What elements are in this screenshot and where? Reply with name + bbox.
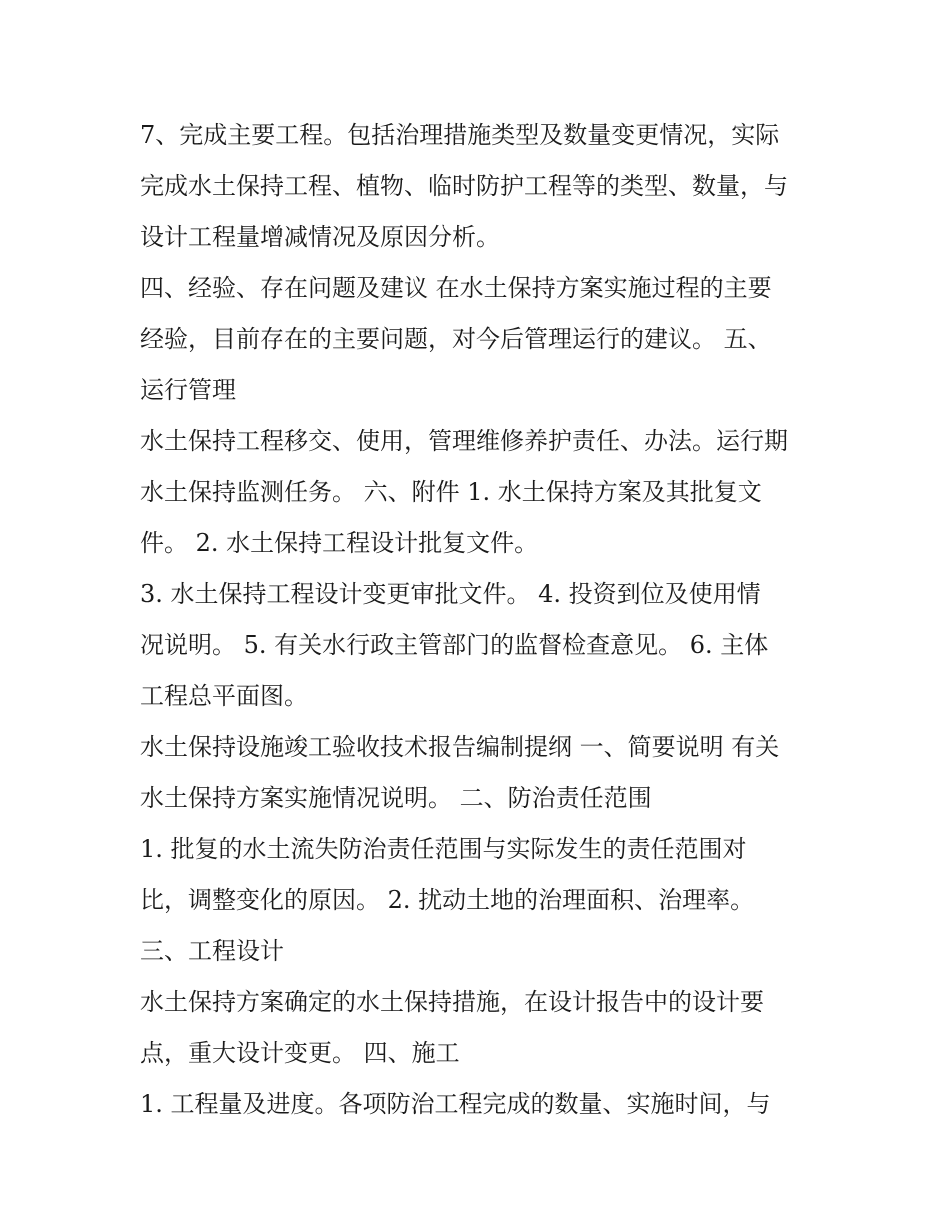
text-line: 水土保持工程移交、使用，管理维修养护责任、办法。运行期: [140, 427, 788, 455]
text-line: 7、完成主要工程。包括治理措施类型及数量变更情况，实际: [140, 121, 780, 149]
text-line: 点，重大设计变更。 四、施工: [140, 1039, 460, 1067]
document-body: [140, 110, 820, 1130]
text-line: 水土保持监测任务。 六、附件 1. 水土保持方案及其批复文: [140, 478, 762, 506]
text-line: 完成水土保持工程、植物、临时防护工程等的类型、数量，与: [140, 172, 788, 200]
text-line: 3. 水土保持工程设计变更审批文件。 4. 投资到位及使用情: [140, 580, 761, 608]
text-line: 水土保持设施竣工验收技术报告编制提纲 一、简要说明 有关: [140, 733, 780, 761]
text-line: 设计工程量增减情况及原因分析。: [140, 223, 500, 251]
text-line: 况说明。 5. 有关水行政主管部门的监督检查意见。 6. 主体: [140, 631, 769, 659]
text-line: 比，调整变化的原因。 2. 扰动土地的治理面积、治理率。: [140, 886, 755, 914]
text-line: 四、经验、存在问题及建议 在水土保持方案实施过程的主要: [140, 274, 772, 302]
text-line: 件。 2. 水土保持工程设计批复文件。: [140, 529, 539, 557]
text-line: 1. 工程量及进度。各项防治工程完成的数量、实施时间，与: [140, 1090, 771, 1118]
text-line: 水土保持方案确定的水土保持措施，在设计报告中的设计要: [140, 988, 764, 1016]
text-line: 三、工程设计: [140, 937, 284, 965]
text-line: 运行管理: [140, 376, 236, 404]
text-line: 经验，目前存在的主要问题，对今后管理运行的建议。 五、: [140, 325, 772, 353]
text-line: 1. 批复的水土流失防治责任范围与实际发生的责任范围对: [140, 835, 747, 863]
text-line: 工程总平面图。: [140, 682, 308, 710]
text-line: 水土保持方案实施情况说明。 二、防治责任范围: [140, 784, 652, 812]
